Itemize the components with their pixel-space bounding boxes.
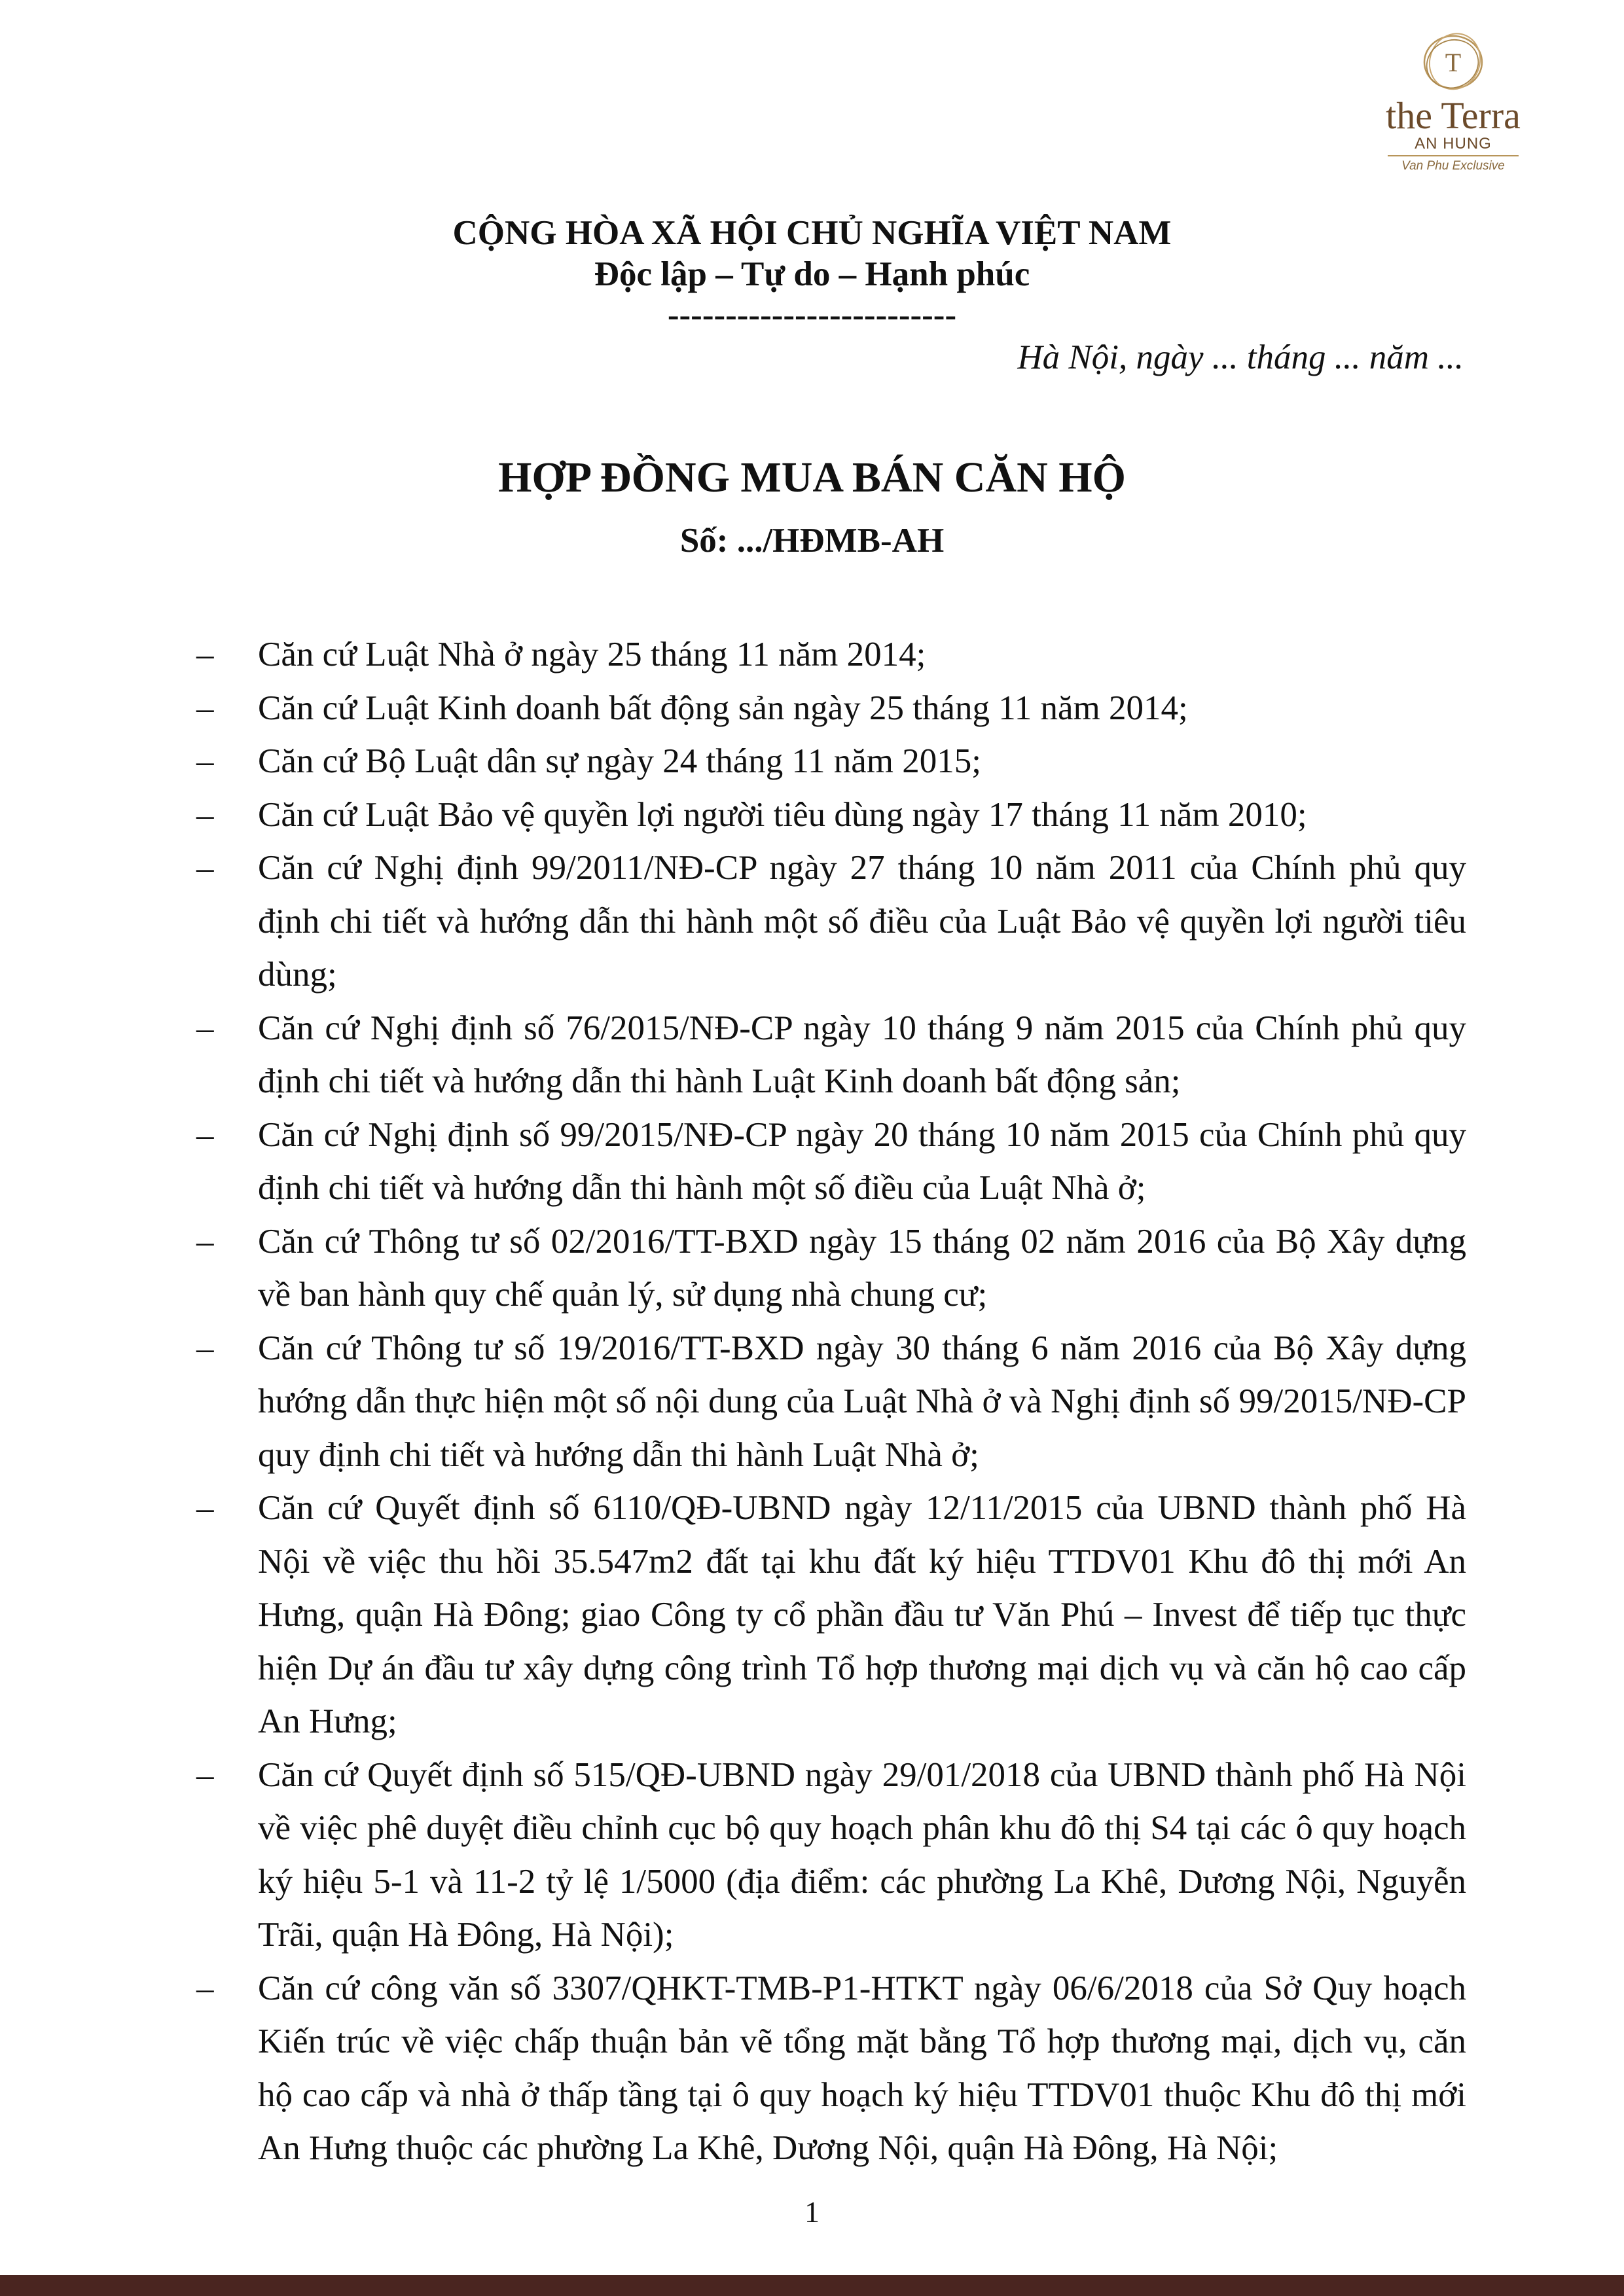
national-title: CỘNG HÒA XÃ HỘI CHỦ NGHĨA VIỆT NAM [452, 214, 1172, 252]
bullet-dash: – [196, 689, 214, 727]
bullet-dash: – [196, 1489, 214, 1527]
bullet-dash: – [196, 1755, 214, 1794]
legal-basis-item [196, 789, 1466, 842]
legal-basis-text: Căn cứ Nghị định số 99/2015/NĐ-CP ngày 20 tháng 10 năm 2015 của Chính phủ quy định chi tiết và hướng dẫn thi hành một số điều của Luật Nhà ở; [258, 1115, 1466, 1207]
bullet-dash: – [196, 1115, 214, 1154]
bullet-dash: – [196, 795, 214, 834]
place-date-line: Hà Nội, ngày ... tháng ... năm ... [1017, 338, 1464, 376]
legal-basis-item [196, 1109, 1466, 1215]
logo-brand-name: the Terra [1386, 94, 1521, 137]
legal-basis-text: Căn cứ Thông tư số 19/2016/TT-BXD ngày 30 tháng 6 năm 2016 của Bộ Xây dựng hướng dẫn thực hiện một số nội dung của Luật Nhà ở và Nghị định số 99/2015/NĐ-CP quy định chi tiết và hướng dẫn thi hành Luật Nhà ở; [258, 1329, 1466, 1474]
legal-basis-item [196, 1482, 1466, 1749]
legal-basis-item [196, 735, 1466, 789]
document-title: HỢP ĐỒNG MUA BÁN CĂN HỘ [498, 454, 1126, 501]
legal-basis-text: Căn cứ Luật Nhà ở ngày 25 tháng 11 năm 2014; [258, 636, 926, 673]
brand-logo [1371, 29, 1535, 187]
legal-basis-text: Căn cứ Bộ Luật dân sự ngày 24 tháng 11 năm 2015; [258, 742, 982, 780]
legal-basis-text: Căn cứ Quyết định số 6110/QĐ-UBND ngày 12/11/2015 của UBND thành phố Hà Nội về việc thu hồi 35.547m2 đất tại khu đất ký hiệu TTDV01 Khu đô thị mới An Hưng, quận Hà Đông; giao Công ty cổ phần đầu tư Văn Phú – Invest để tiếp tục thực hiện Dự án đầu tư xây dựng công trình Tổ hợp thương mại dịch vụ và căn hộ cao cấp An Hưng; [258, 1489, 1466, 1740]
legal-basis-text: Căn cứ Luật Bảo vệ quyền lợi người tiêu dùng ngày 17 tháng 11 năm 2010; [258, 795, 1307, 834]
logo-subtitle: AN HUNG [1415, 135, 1492, 152]
legal-basis-text: Căn cứ Thông tư số 02/2016/TT-BXD ngày 15 tháng 02 năm 2016 của Bộ Xây dựng về ban hành quy chế quản lý, sử dụng nhà chung cư; [258, 1222, 1466, 1314]
contract-number: Số: .../HĐMB-AH [679, 522, 945, 560]
page-number: 1 [804, 2195, 820, 2229]
logo-rule [1388, 155, 1519, 156]
legal-basis-text: Căn cứ Luật Kinh doanh bất động sản ngày 25 tháng 11 năm 2014; [258, 689, 1188, 727]
legal-basis-item [196, 1962, 1466, 2176]
legal-basis-text: Căn cứ Nghị định 99/2011/NĐ-CP ngày 27 tháng 10 năm 2011 của Chính phủ quy định chi tiết và hướng dẫn thi hành một số điều của Luật Bảo vệ quyền lợi người tiêu dùng; [258, 849, 1466, 994]
legal-basis-item [196, 1749, 1466, 1962]
logo-tagline: Van Phu Exclusive [1401, 159, 1505, 173]
bullet-dash: – [196, 1222, 214, 1261]
legal-basis-text: Căn cứ công văn số 3307/QHKT-TMB-P1-HTKT ngày 06/6/2018 của Sở Quy hoạch Kiến trúc về việc chấp thuận bản vẽ tổng mặt bằng Tổ hợp thương mại, dịch vụ, căn hộ cao cấp và nhà ở thấp tầng tại ô quy hoạch ký hiệu TTDV01 thuộc Khu đô thị mới An Hưng thuộc các phường La Khê, Dương Nội, quận Hà Đông, Hà Nội; [258, 1969, 1466, 2167]
svg-text:T: T [1445, 48, 1462, 77]
header-separator: ------------------------- [667, 296, 957, 334]
bullet-dash: – [196, 1009, 214, 1047]
legal-basis-item [196, 842, 1466, 1002]
logo-emblem-icon [1417, 29, 1489, 95]
bullet-dash: – [196, 636, 214, 673]
bullet-dash: – [196, 1969, 214, 2007]
bullet-dash: – [196, 849, 214, 887]
legal-bases-list [196, 628, 1466, 2176]
bullet-dash: – [196, 1329, 214, 1367]
legal-basis-text: Căn cứ Nghị định số 76/2015/NĐ-CP ngày 10 tháng 9 năm 2015 của Chính phủ quy định chi tiết và hướng dẫn thi hành Luật Kinh doanh bất động sản; [258, 1009, 1466, 1100]
legal-basis-item [196, 1215, 1466, 1322]
legal-basis-item [196, 682, 1466, 736]
bullet-dash: – [196, 742, 214, 780]
legal-basis-item [196, 1322, 1466, 1482]
legal-basis-text: Căn cứ Quyết định số 515/QĐ-UBND ngày 29/01/2018 của UBND thành phố Hà Nội về việc phê duyệt điều chỉnh cục bộ quy hoạch phân khu đô thị S4 tại các ô quy hoạch ký hiệu 5-1 và 11-2 tỷ lệ 1/5000 (địa điểm: các phường La Khê, Dương Nội, Nguyễn Trãi, quận Hà Đông, Hà Nội); [258, 1755, 1466, 1954]
national-motto: Độc lập – Tự do – Hạnh phúc [594, 255, 1030, 293]
legal-basis-item [196, 628, 1466, 682]
legal-basis-item [196, 1002, 1466, 1109]
footer-bar [0, 2275, 1624, 2296]
